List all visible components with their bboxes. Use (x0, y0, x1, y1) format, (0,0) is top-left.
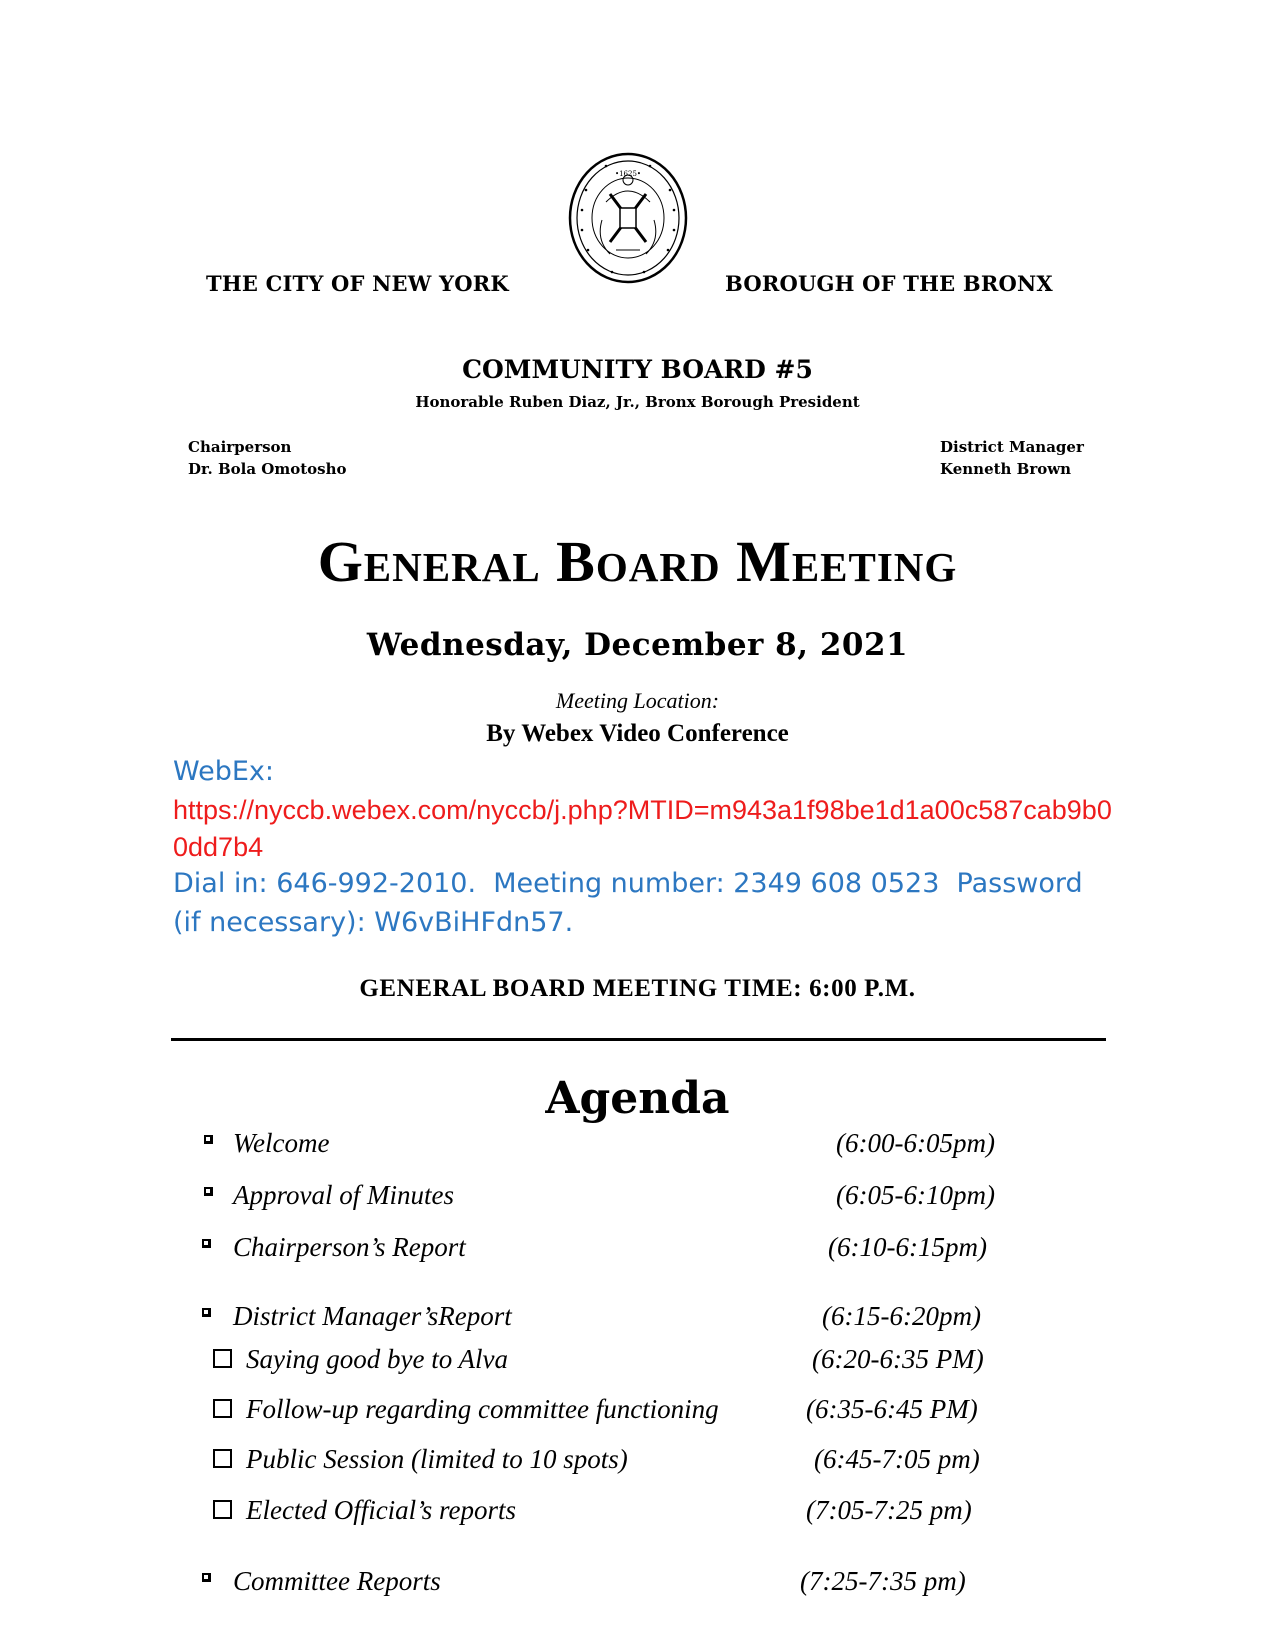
header-city: THE CITY OF NEW YORK (206, 271, 509, 296)
agenda-item-time: (7:25-7:35 pm) (800, 1566, 966, 1596)
location-label: Meeting Location: (555, 688, 720, 713)
small-square-bullet-icon (202, 1239, 211, 1248)
district-manager-block (940, 436, 1084, 480)
agenda-item-label: Follow-up regarding committee functioning (246, 1394, 719, 1424)
board-title: COMMUNITY BOARD #5 (462, 355, 813, 384)
header-borough: BOROUGH OF THE BRONX (725, 271, 1053, 296)
checkbox-bullet-icon (213, 1349, 232, 1368)
checkbox-bullet-icon (213, 1449, 232, 1468)
page-title: General Board Meeting (317, 529, 958, 594)
seal-year: •1625• (614, 170, 642, 178)
agenda-item-label: Welcome (233, 1128, 330, 1158)
agenda-item-time: (6:00-6:05pm) (836, 1128, 995, 1158)
agenda-item-time: (6:20-6:35 PM) (812, 1344, 984, 1374)
meeting-time: GENERAL BOARD MEETING TIME: 6:00 P.M. (359, 975, 916, 1002)
district-manager-name: Kenneth Brown (940, 460, 1072, 478)
small-square-bullet-icon (202, 1573, 211, 1582)
agenda-title: Agenda (545, 1073, 730, 1124)
webex-link[interactable]: https://nyccb.webex.com/nyccb/j.php?MTID=m943a1f98be1d1a00c587cab9b00dd7b4 (173, 795, 1112, 862)
agenda-item-label: Elected Official’s reports (246, 1495, 516, 1525)
chairperson-label: Chairperson (188, 438, 292, 456)
borough-president: Honorable Ruben Diaz, Jr., Bronx Borough President (415, 393, 860, 411)
agenda-item-label: Public Session (limited to 10 spots) (246, 1444, 628, 1474)
agenda-item-label: Saying good bye to Alva (246, 1344, 508, 1374)
checkbox-bullet-icon (213, 1500, 232, 1519)
location-value: By Webex Video Conference (486, 720, 789, 747)
agenda-item-time: (6:35-6:45 PM) (806, 1394, 978, 1424)
small-square-bullet-icon (204, 1187, 213, 1196)
city-seal (566, 150, 690, 287)
webex-label: WebEx: (173, 756, 274, 787)
chairperson-block (188, 436, 347, 480)
small-square-bullet-icon (202, 1308, 211, 1317)
district-manager-label: District Manager (940, 438, 1084, 456)
agenda-item-time: (6:45-7:05 pm) (814, 1444, 980, 1474)
agenda-item-time: (7:05-7:25 pm) (806, 1495, 972, 1525)
chairperson-name: Dr. Bola Omotosho (188, 460, 347, 478)
meeting-date: Wednesday, December 8, 2021 (366, 627, 909, 663)
checkbox-bullet-icon (213, 1399, 232, 1418)
agenda-item-label: Approval of Minutes (233, 1180, 454, 1210)
agenda-item-time: (6:10-6:15pm) (828, 1232, 987, 1262)
agenda-item-label: Chairperson’s Report (233, 1232, 466, 1262)
agenda-item-label: District Manager’sReport (233, 1301, 512, 1331)
agenda-item-time: (6:05-6:10pm) (836, 1180, 995, 1210)
divider (171, 1038, 1106, 1041)
dial-in-info: Dial in: 646-992-2010. Meeting number: 2349 608 0523 Password (if necessary): W6vBiHFdn57. (173, 868, 1092, 938)
small-square-bullet-icon (204, 1135, 213, 1144)
agenda-item-time: (6:15-6:20pm) (822, 1301, 981, 1331)
agenda-item-label: Committee Reports (233, 1566, 441, 1596)
